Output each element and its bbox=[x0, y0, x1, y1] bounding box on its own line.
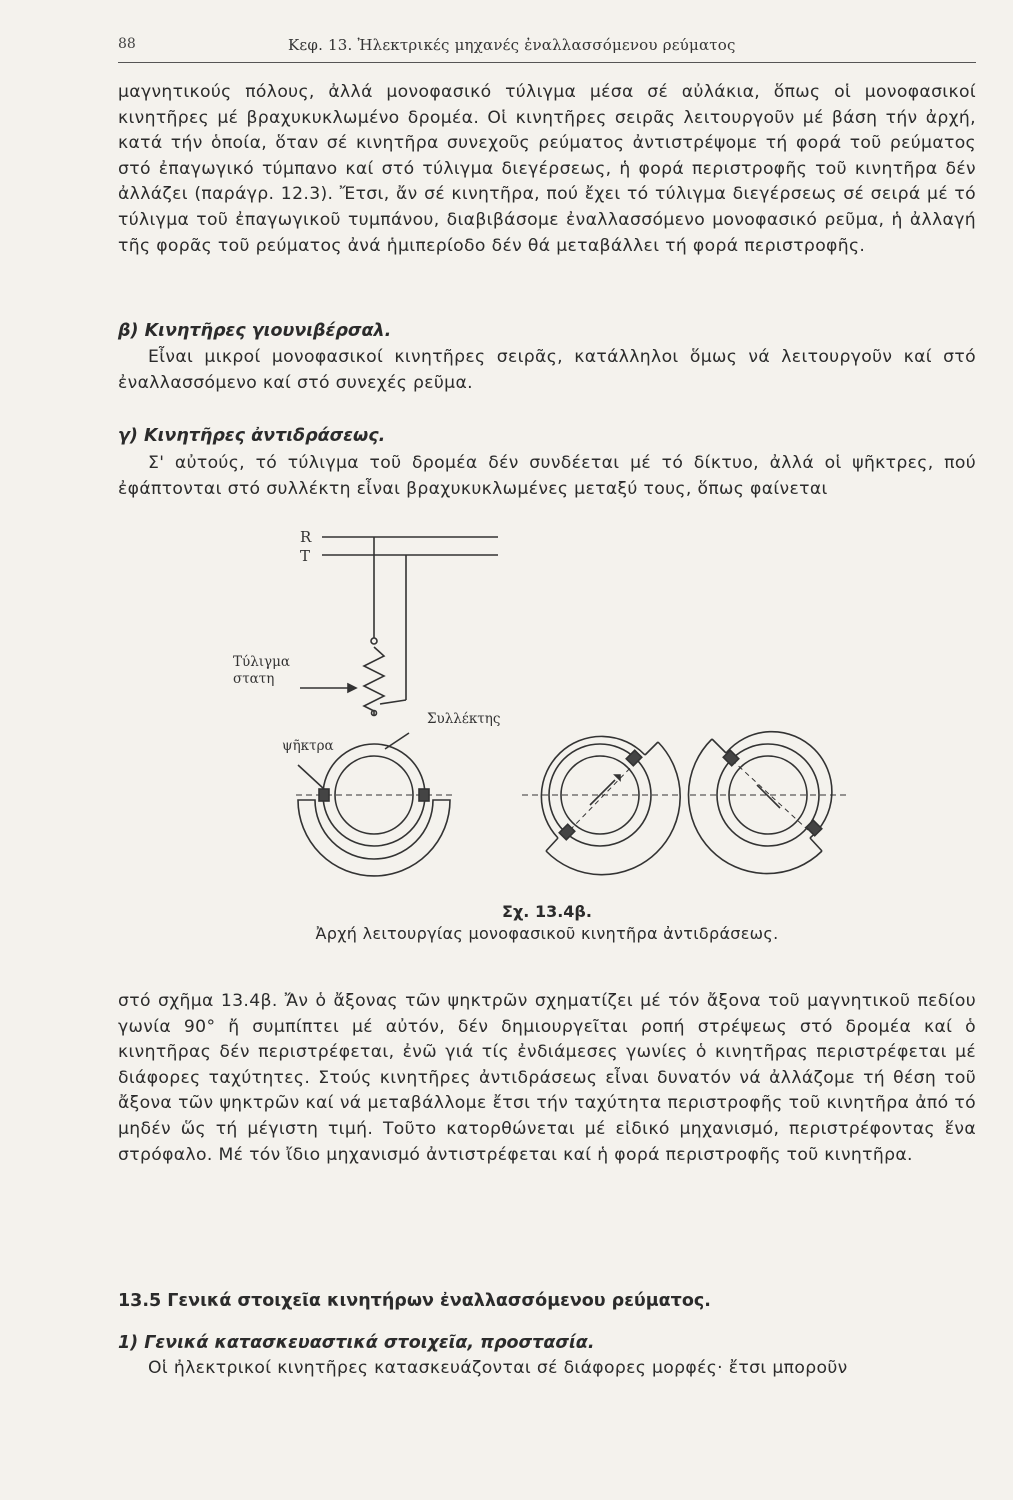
paragraph-series-motors: μαγνητικούς πόλους, ἀλλά μονοφασικό τύλιγμα μέσα σέ αὐλάκια, ὅπως οἱ μονοφασικοί κινητῆρες μέ βραχυκυκλωμένο δρομέα. Οἱ κινητῆρες σειρᾶς λειτουργοῦν μέ βάση τήν ἀρχή, κατά τήν ὁποία, ὅταν σέ κινητῆρα συνεχοῦς ρεύματος ἀντιστρέψομε τή φορά τοῦ ρεύματος στό ἐπαγωγικό τύμπανο καί στό τύλιγμα διεγέρσεως, ἡ φορά περιστροφῆς τοῦ κινητῆρα δέν ἀλλάζει (παράγρ. 12.3). Ἔτσι, ἄν σέ κινητῆρα, πού ἔχει τό τύλιγμα διεγέρσεως σέ σειρά μέ τό τύλιγμα τοῦ ἐπαγωγικοῦ τυμπάνου, διαβιβάσομε ἐναλλασσόμενο μονοφασικό ρεῦμα, ἡ ἀλλαγή τῆς φορᾶς τοῦ ρεύματος ἀνά ἡμιπερίοδο δέν θά μεταβάλλει τή φορά περιστροφῆς. bbox=[118, 82, 976, 256]
subheading-universal: β) Κινητῆρες γιουνιβέρσαλ. bbox=[118, 321, 392, 341]
subheading-repulsion: γ) Κινητῆρες ἀντιδράσεως. bbox=[118, 426, 386, 446]
stator-winding bbox=[364, 647, 384, 711]
paragraph-universal: Εἶναι μικροί μονοφασικοί κινητῆρες σειρᾶς, κατάλληλοι ὅμως νά λειτουργοῦν καί στό ἐναλλασσόμενο καί στό συνεχές ρεῦμα. bbox=[118, 347, 976, 393]
label-commutator: Συλλέκτης bbox=[427, 711, 501, 727]
motor-3 bbox=[688, 732, 846, 874]
label-winding-line: στατη bbox=[233, 671, 275, 687]
caption-number: Σχ. 13.4β. bbox=[502, 902, 592, 921]
figure-caption bbox=[118, 902, 976, 943]
label-brush: ψῆκτρα bbox=[282, 738, 334, 754]
caption-text: Ἀρχή λειτουργίας μονοφασικοῦ κινητῆρα ἀντιδράσεως. bbox=[315, 924, 779, 943]
paragraph-repulsion: Σ' αὐτούς, τό τύλιγμα τοῦ δρομέα δέν συνδέεται μέ τό δίκτυο, ἀλλά οἱ ψῆκτρες, πού ἐφάπτονται στό συλλέκτη εἶναι βραχυκυκλωμένες μεταξύ τους, ὅπως φαίνεται bbox=[118, 453, 976, 499]
paragraph-brush-axis: στό σχῆμα 13.4β. Ἄν ὁ ἄξονας τῶν ψηκτρῶν σχηματίζει μέ τόν ἄξονα τοῦ μαγνητικοῦ πεδίου γωνία 90° ἤ συμπίπτει μέ αὐτόν, δέν δημιουργεῖται ροπή στρέψεως στό δρομέα καί ὁ κινητῆρας δέν περιστρέφεται, ἐνῶ γιά τίς ἐνδιάμεσες γωνίες ὁ κινητῆρας περιστρέφεται μέ διάφορες ταχύτητες. Στούς κινητῆρες ἀντιδράσεως εἶναι δυνατόν νά ἀλλάζομε τή θέση τοῦ ἄξονα τῶν ψηκτρῶν καί νά μεταβάλλομε ἔτσι τήν ταχύτητα περιστροφῆς τοῦ κινητῆρα ἀπό τό μηδέν ὥς τή μέγιστη τιμή. Τοῦτο κατορθώνεται μέ εἰδικό μηχανισμό, περιστρέφοντας ἕνα στρόφαλο. Μέ τόν ἴδιο μηχανισμό ἀντιστρέφεται καί ἡ φορά περιστροφῆς τοῦ κινητῆρα. bbox=[118, 991, 976, 1165]
paragraph-motor-forms: Οἱ ἠλεκτρικοί κινητῆρες κατασκευάζονται σέ διάφορες μορφές· ἔτσι μποροῦν bbox=[148, 1358, 848, 1378]
subheading-construction: 1) Γενικά κατασκευαστικά στοιχεῖα, προστασία. bbox=[118, 1333, 595, 1353]
label-t: T bbox=[300, 547, 311, 565]
section-heading-13-5: 13.5 Γενικά στοιχεῖα κινητήρων ἐναλλασσόμενου ρεύματος. bbox=[118, 1291, 711, 1311]
running-title: Κεφ. 13. Ἠλεκτρικές μηχανές ἐναλλασσόμενου ρεύματος bbox=[288, 36, 736, 54]
label-winding-line: Τύλιγμα bbox=[233, 654, 291, 670]
motor-2 bbox=[522, 736, 680, 874]
motor-1 bbox=[296, 733, 452, 876]
label-r: R bbox=[300, 528, 312, 546]
label-winding bbox=[233, 654, 290, 687]
page-number: 88 bbox=[118, 36, 136, 52]
